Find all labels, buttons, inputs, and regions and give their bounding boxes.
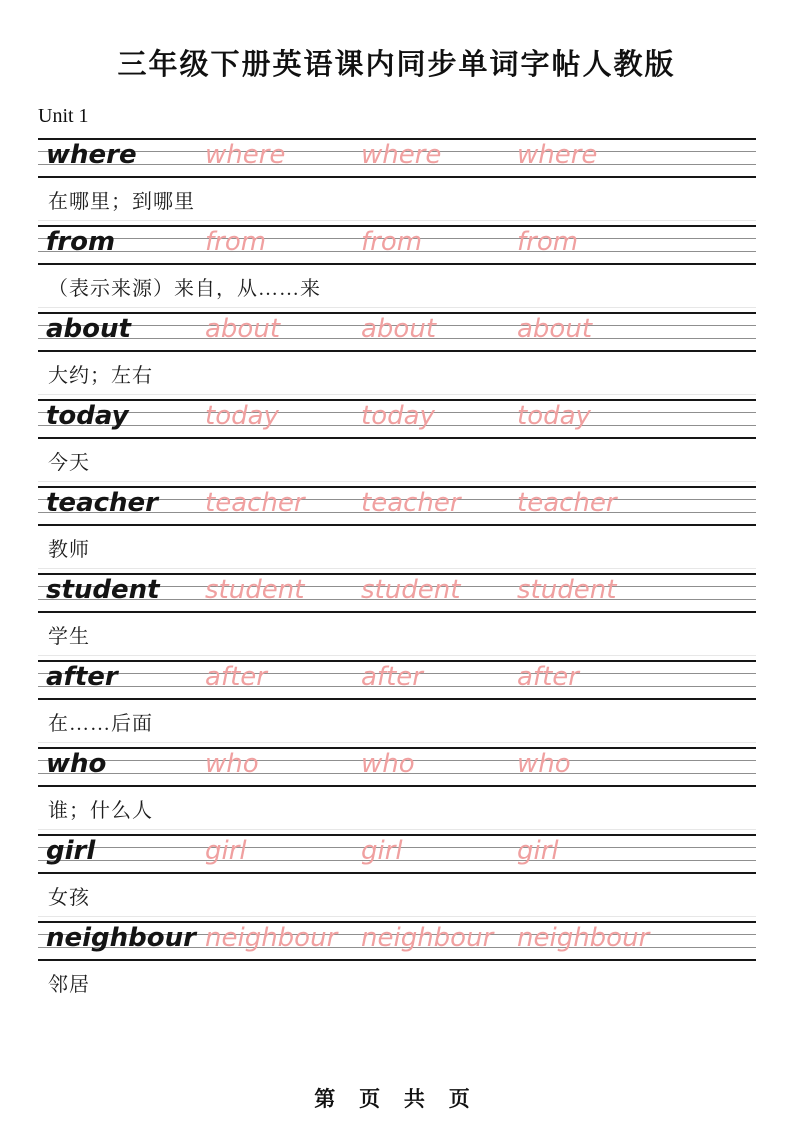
guideline-bottom — [38, 437, 756, 439]
handwriting-guideline-grid — [38, 747, 756, 787]
guideline-bottom — [38, 263, 756, 265]
word-trace-2: girl — [361, 836, 403, 866]
word-meaning: 在哪里；到哪里 — [38, 178, 756, 221]
word-meaning: 学生 — [38, 613, 756, 656]
word-printed: girl — [46, 836, 96, 866]
word-trace-3: where — [517, 140, 598, 170]
guideline-bottom — [38, 698, 756, 700]
word-trace-3: today — [517, 401, 591, 431]
word-trace-3: neighbour — [517, 923, 650, 953]
word-meaning: 今天 — [38, 439, 756, 482]
word-meaning: （表示来源）来自，从……来 — [38, 265, 756, 308]
handwriting-guideline-grid — [38, 399, 756, 439]
handwriting-guideline-grid — [38, 834, 756, 874]
unit-label: Unit 1 — [38, 105, 89, 127]
word-practice-block — [0, 834, 793, 921]
handwriting-guideline-grid — [38, 138, 756, 178]
word-meaning: 谁；什么人 — [38, 787, 756, 830]
word-trace-1: who — [205, 749, 259, 779]
word-trace-3: student — [517, 575, 617, 605]
guideline-bottom — [38, 176, 756, 178]
word-trace-2: student — [361, 575, 461, 605]
word-trace-1: girl — [205, 836, 247, 866]
word-printed: teacher — [46, 488, 158, 518]
word-practice-block — [0, 573, 793, 660]
word-printed: who — [46, 749, 107, 779]
word-trace-2: today — [361, 401, 435, 431]
word-printed: neighbour — [46, 923, 196, 953]
word-meaning: 教师 — [38, 526, 756, 569]
guideline-bottom — [38, 524, 756, 526]
word-practice-block — [0, 486, 793, 573]
word-trace-3: who — [517, 749, 571, 779]
word-trace-1: where — [205, 140, 286, 170]
page-footer: 第 页 共 页 — [314, 1088, 479, 1111]
handwriting-guideline-grid — [38, 225, 756, 265]
guideline-bottom — [38, 350, 756, 352]
word-trace-2: about — [361, 314, 437, 344]
word-trace-3: girl — [517, 836, 559, 866]
handwriting-guideline-grid — [38, 660, 756, 700]
word-practice-block — [0, 747, 793, 834]
word-printed: after — [46, 662, 118, 692]
guideline-bottom — [38, 611, 756, 613]
handwriting-guideline-grid — [38, 573, 756, 613]
word-printed: student — [46, 575, 160, 605]
word-printed: today — [46, 401, 129, 431]
word-list — [0, 138, 793, 1008]
guideline-bottom — [38, 872, 756, 874]
word-trace-2: neighbour — [361, 923, 494, 953]
word-trace-1: neighbour — [205, 923, 338, 953]
word-practice-block — [0, 138, 793, 225]
word-printed: about — [46, 314, 131, 344]
word-meaning: 女孩 — [38, 874, 756, 917]
handwriting-guideline-grid — [38, 921, 756, 961]
word-trace-1: about — [205, 314, 281, 344]
word-trace-1: today — [205, 401, 279, 431]
word-trace-1: after — [205, 662, 267, 692]
word-trace-2: after — [361, 662, 423, 692]
handwriting-guideline-grid — [38, 312, 756, 352]
word-trace-1: teacher — [205, 488, 305, 518]
guideline-bottom — [38, 959, 756, 961]
word-trace-3: teacher — [517, 488, 617, 518]
word-trace-3: after — [517, 662, 579, 692]
word-practice-block — [0, 660, 793, 747]
word-meaning: 大约；左右 — [38, 352, 756, 395]
word-meaning: 在……后面 — [38, 700, 756, 743]
word-practice-block — [0, 312, 793, 399]
word-trace-2: who — [361, 749, 415, 779]
word-practice-block — [0, 225, 793, 312]
word-printed: from — [46, 227, 116, 257]
word-practice-block — [0, 921, 793, 1008]
word-trace-2: teacher — [361, 488, 461, 518]
word-trace-2: where — [361, 140, 442, 170]
handwriting-guideline-grid — [38, 486, 756, 526]
word-trace-3: from — [517, 227, 579, 257]
word-trace-1: from — [205, 227, 267, 257]
word-practice-block — [0, 399, 793, 486]
word-printed: where — [46, 140, 137, 170]
word-trace-3: about — [517, 314, 593, 344]
page-title: 三年级下册英语课内同步单词字帖人教版 — [117, 49, 676, 81]
word-meaning: 邻居 — [48, 973, 90, 996]
guideline-bottom — [38, 785, 756, 787]
word-trace-2: from — [361, 227, 423, 257]
word-trace-1: student — [205, 575, 305, 605]
